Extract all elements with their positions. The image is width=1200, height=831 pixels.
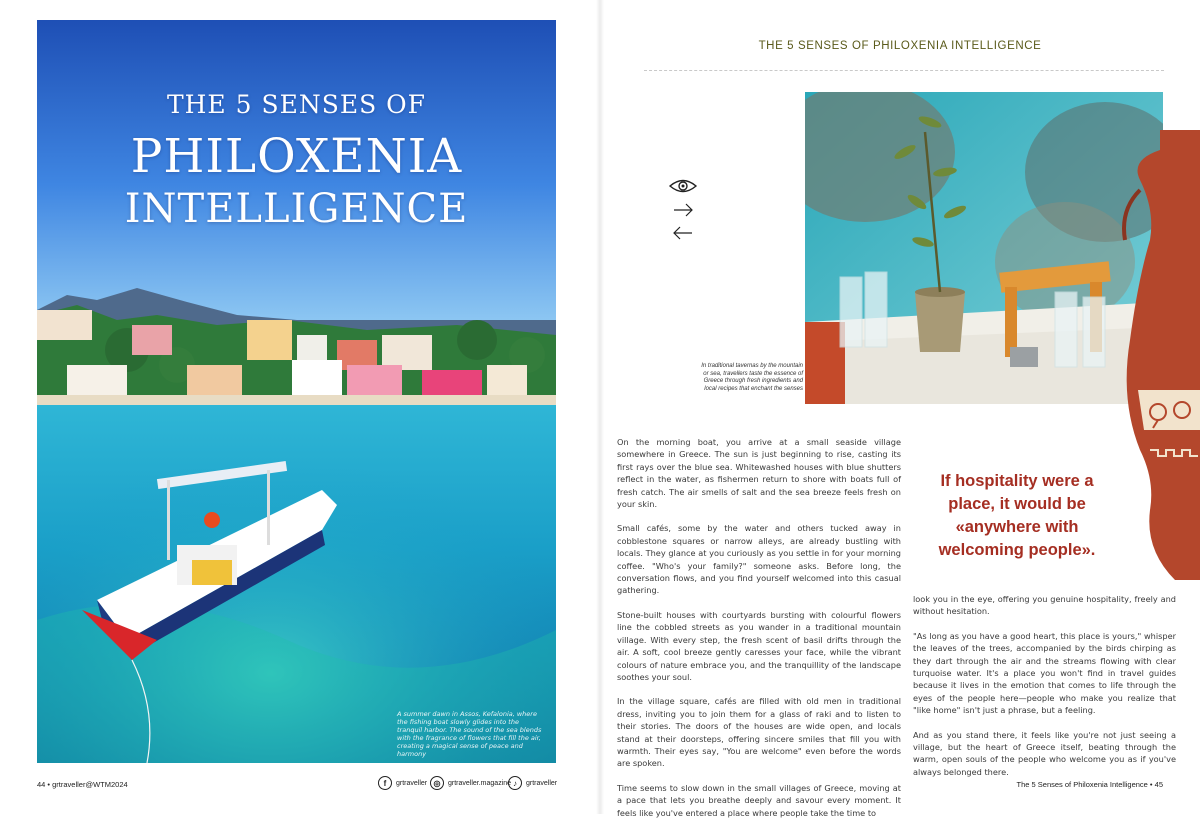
instagram-handle: grtraveller.magazine <box>448 779 512 787</box>
paragraph: Small cafés, some by the water and others tucked away in cobblestone squares or narrow alleys, are already bustling with locals. They glance at you curiously as you settle in for your morning coffee. "Who's your family?" someone asks. Before long, the conversation flows, and you find yourself welcomed into this casual gathering. <box>617 523 901 596</box>
hero-image-caption: A summer dawn in Assos, Kefalonia, where the fishing boat slowly glides into the tranquil harbor. The sound of the sea blends with the fragrance of flowers that fill the air, creating a magical sense of peace and harmony <box>397 710 542 758</box>
running-head: THE 5 SENSES OF PHILOXENIA INTELLIGENCE <box>758 40 1042 52</box>
facebook-icon: f <box>378 776 392 790</box>
paragraph: And as you stand there, it feels like you're not just seeing a village, but the heart of Greece itself, beating through the warm, open souls of the people who welcome you as if you've always belonged there. <box>913 729 1176 777</box>
hero-title-block <box>37 90 556 233</box>
paragraph: look you in the eye, offering you genuine hospitality, freely and without hesitation. <box>913 594 1176 617</box>
social-instagram[interactable] <box>430 776 511 790</box>
tiktok-handle: grtraveller <box>526 779 558 787</box>
taverna-photo <box>805 92 1163 404</box>
left-page <box>0 0 600 814</box>
header-rule <box>644 70 1164 71</box>
left-page-footer: 44 • grtraveller@WTM2024 <box>37 780 128 789</box>
taverna-photo-caption: In traditional tavernas by the mountain or sea, travellers taste the essence of Greece through fresh ingredients and local recipes that enchant the senses <box>701 363 803 392</box>
paragraph: Time seems to slow down in the small villages of Greece, moving at a pace that lets you breathe deeply and savour every moment. It feels like you've entered a place where people take the time to <box>617 782 901 818</box>
article-column-1 <box>617 436 901 831</box>
paragraph: In the village square, cafés are filled with old men in traditional dress, inviting you to join them for a glass of raki and to listen to their stories. The doors of the houses are wide open, and locals stand at their doorsteps, offering sincere smiles that fill you with warmth. Their eyes say, "You are welcome" even before the words are spoken. <box>617 696 901 769</box>
paragraph: Stone-built houses with courtyards bursting with colourful flowers line the cobbled streets as you wander in a traditional mountain village. With every step, the fresh scent of basil drifts through the air. A soft, cool breeze gently caresses your face, while the vibrant colours of nature embrace you, and the tranquillity of the landscape soothes your soul. <box>617 609 901 682</box>
tiktok-icon: ♪ <box>508 776 522 790</box>
facebook-handle: grtraveller <box>396 779 428 787</box>
amphora-graphic <box>1120 130 1200 580</box>
arrow-right-icon <box>674 204 692 216</box>
pull-quote: If hospitality were a place, it would be «anywhere with welcoming people». <box>938 472 1096 559</box>
hero-title-line1: THE 5 SENSES OF <box>166 90 427 119</box>
right-page-footer: The 5 Senses of Philoxenia Intelligence • 45 <box>1016 780 1163 789</box>
social-tiktok[interactable] <box>508 776 557 790</box>
social-facebook[interactable] <box>378 776 427 790</box>
sense-icons <box>668 178 698 253</box>
hero-title-line3: INTELLIGENCE <box>124 186 469 232</box>
right-page <box>600 0 1200 818</box>
article-column-2 <box>913 593 1176 790</box>
instagram-icon: ◎ <box>430 776 444 790</box>
hero-image-assos <box>37 20 556 763</box>
hero-title-line2: PHILOXENIA <box>130 129 463 184</box>
eye-icon <box>670 181 696 192</box>
paragraph: On the morning boat, you arrive at a small seaside village somewhere in Greece. The sun is just beginning to rise, casting its first rays over the blue sea. Whitewashed houses with blue shutters reflect in the water, as fishermen return to shore with boats full of fresh catch. The air smells of salt and the sea breeze feels fresh on your skin. <box>617 437 901 510</box>
arrow-left-icon <box>674 227 692 239</box>
sense-icon-stack <box>668 178 698 248</box>
amphora-illustration <box>1120 130 1200 580</box>
taverna-illustration <box>805 92 1163 404</box>
paragraph: "As long as you have a good heart, this place is yours," whisper the leaves of the trees, accompanied by the birds chirping as they dart through the air and the streams flowing with clear turquoise water. It's a place you won't find in travel guides because it lives in the emotion that comes to life through the eyes of the people here—people who make you realize that "like home" isn't just a phrase, but a feeling. <box>913 630 1176 716</box>
